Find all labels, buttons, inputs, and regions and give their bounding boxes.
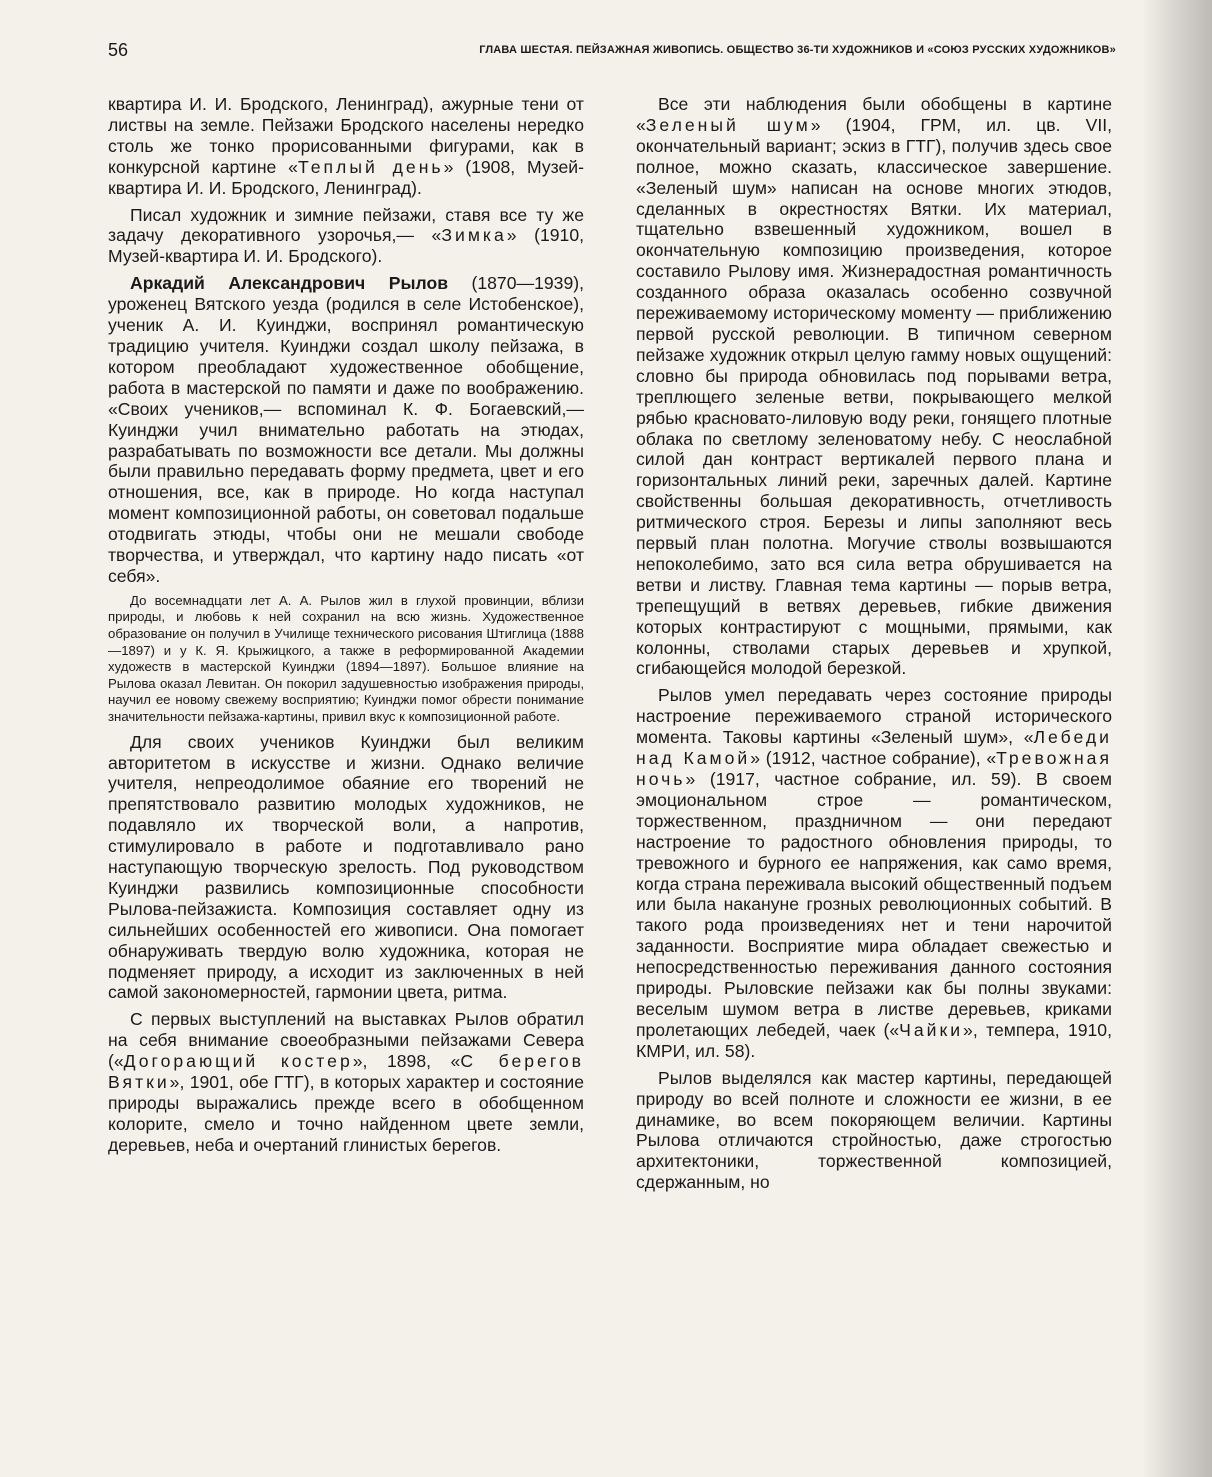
text: », 1901, обе ГТГ), в которых характер и состояние природы выражались прежде всего в обобщенном колорите, смело и точно найденном цвете земли, деревьев, неба и очертаний глинистых берегов. (108, 1072, 584, 1155)
text: » (1912, частное собрание), « (750, 748, 997, 769)
artist-name: Аркадий Александрович Рылов (130, 273, 449, 294)
artwork-title: С берегов Вятки (108, 1051, 585, 1093)
paragraph (108, 273, 584, 587)
right-column (636, 94, 1112, 1199)
artwork-title: Чайки (899, 1019, 964, 1040)
paragraph (108, 1009, 584, 1155)
text: Все эти наблюдения были обобщены в картине « (636, 94, 1112, 135)
text: », темпера, 1910, КМРИ, ил. 58). (636, 1019, 1112, 1061)
text: Рылов умел передавать через состояние природы настроение переживаемого страной исторического момента. Таковы картины «Зеленый шум», « (636, 685, 1112, 748)
paragraph (108, 205, 584, 268)
text: » (1917, частное собрание, ил. 59). В своем эмоциональном строе — романтическом, торжественном, праздничном — они передают настроение то радостного обновления природы, то тревожного и бурного ее напряжения, как само время, когда страна переживала высокий общественный подъем или была накануне грозных революционных событий. В такого рода произведениях нет и тени нарочитой заданности. Восприятие мира обладает свежестью и непосредственностью переживания данного состояния природы. Рыловские пейзажи как бы полны звуками: веселым шумом ветра в листве деревьев, криками пролетающих лебедей, чаек (« (636, 769, 1112, 1040)
page-header (108, 40, 1116, 64)
text: С первых выступлений на выставках Рылов обратил на себя внимание своеобразными пейзажами Севера (« (108, 1009, 584, 1072)
artwork-title: Теплый день (297, 156, 444, 177)
biographical-note: До восемнадцати лет А. А. Рылов жил в глухой провинции, вблизи природы, и любовь к ней сохранил на всю жизнь. Художественное образование он получил в Училище технического рисования Штиглица (1888—1897) и у К. Я. Крыжицкого, а также в реформированной Академии художеств в мастерской Куинджи (1894—1897). Большое влияние на Рылова оказал Левитан. Он покорил задушевностью изображения природы, научил ее новому свежему восприятию; Куинджи помог обрести понимание значительности пейзажа-картины, привил вкус к композиционной работе. (108, 592, 584, 724)
page-number: 56 (108, 40, 129, 60)
text: » (1908, Музей-квартира И. И. Бродского, Ленинград). (108, 156, 584, 198)
paragraph (636, 94, 1112, 679)
page-spine-shadow (1142, 0, 1212, 1477)
artwork-title: Зимка (441, 225, 507, 246)
text: » (1910, Музей-квартира И. И. Бродского). (108, 225, 585, 267)
text: », 1898, « (352, 1051, 461, 1072)
text: (1870—1939), уроженец Вятского уезда (родился в селе Истобенское), ученик А. И. Куинджи, воспринял романтическую традицию учителя. Куинджи создал школу пейзажа, в котором преобладают художественное обобщение, работа в мастерской по памяти и даже по воображению. «Своих учеников,— вспоминал К. Ф. Богаевский,— Куинджи учил внимательно работать на этюдах, разрабатывать по возможности все детали. Мы должны были правильно передавать форму предмета, цвет и его отношения, все, как в природе. Но когда наступал момент композиционной работы, он советовал подальше отодвигать этюды, чтобы они не мешали свободе творчества, и утверждал, что картину надо писать «от себя». (108, 273, 584, 586)
text: Рылов выделялся как мастер картины, передающей природу во всей полноте и сложности ее жизни, в ее динамике, во всем покоряющем величии. Картины Рылова отличаются стройностью, даже строгостью архитектоники, торжественной композицией, сдержанным, но (636, 1067, 1112, 1193)
text: Для своих учеников Куинджи был великим авторитетом в искусстве и жизни. Однако величие учителя, непреодолимое обаяние его творений не препятствовало развитию молодых художников, не подавляло их творческой воли, а напротив, стимулировало в работе и подготавливало рано наступающую творческую зрелость. Под руководством Куинджи развились композиционные способности Рылова-пейзажиста. Композиция составляет одну из сильнейших особенностей его живописи. Она помогает обнаруживать твердую волю художника, которая не подменяет природу, а исходит из заключенных в ней самой закономерностей, гармонии цвета, ритма. (108, 731, 584, 1003)
artwork-title: Догорающий костер (123, 1051, 353, 1072)
text: Писал художник и зимние пейзажи, ставя все ту же задачу декоративного узорочья,— « (108, 204, 584, 246)
paragraph (108, 94, 584, 199)
artwork-title: Зеленый шум (645, 114, 811, 135)
text: квартира И. И. Бродского, Ленинград), ажурные тени от листвы на земле. Пейзажи Бродского населены нередко столь же тонко прорисованными фигурами, как в конкурсной картине « (108, 94, 584, 177)
artwork-title: Тревожная ночь (636, 748, 1112, 789)
artwork-title: Лебеди над Камой (636, 727, 1112, 769)
running-title: ГЛАВА ШЕСТАЯ. ПЕЙЗАЖНАЯ ЖИВОПИСЬ. ОБЩЕСТВО 36-ТИ ХУДОЖНИКОВ И «СОЮЗ РУССКИХ ХУДОЖНИКОВ» (479, 44, 1116, 56)
paragraph (108, 732, 584, 1004)
text: » (1904, ГРМ, ил. цв. VII, окончательный вариант; эскиз в ГТГ), получив здесь свое полное, можно сказать, классическое завершение. «Зеленый шум» написан на основе многих этюдов, сделанных в окрестностях Вятки. Их материал, тщательно взвешенный художником, вошел в окончательную композицию произведения, которое составило Рылову имя. Жизнерадостная романтичность созданного образа оказалась особенно созвучной переживаемому историческому моменту — приближению первой русской революции. В типичном северном пейзаже художник открыл целую гамму новых ощущений: словно бы природа обновилась под порывами ветра, треплющего зеленые ветви, покрывающего мелкой рябью красновато-лиловую воду реки, гонящего плотные облака по светлому зеленоватому небу. С неослабной силой дан контраст вертикалей первого плана и горизонтальных линий реки, заречных далей. Картине свойственны большая декоративность, отчетливость ритмического строя. Березы и липы заполняют весь первый план полотна. Могучие стволы возвышаются непоколебимо, зато вся сила ветра обрушивается на ветви и листву. Главная тема картины — порыв ветра, трепещущий в ветвях деревьев, гибкие движения которых контрастируют с мощными, прямыми, как колонны, стволами старых деревьев и хрупкой, сгибающейся молодой березкой. (636, 114, 1112, 679)
paragraph (636, 1068, 1112, 1193)
paragraph (636, 685, 1112, 1061)
left-column (108, 94, 584, 1162)
